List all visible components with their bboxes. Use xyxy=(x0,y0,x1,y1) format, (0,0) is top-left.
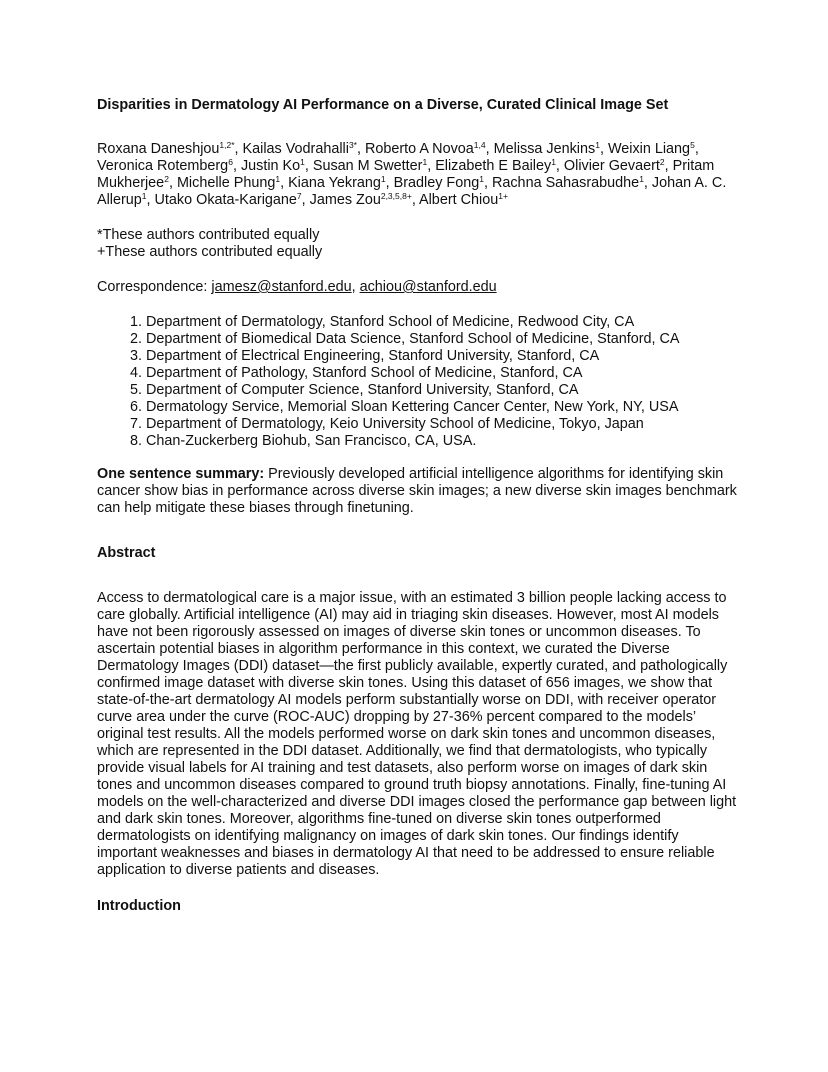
author-affiliation-marker: 1 xyxy=(595,140,600,150)
author-name: Kiana Yekrang xyxy=(288,175,381,191)
author-name: Albert Chiou xyxy=(419,192,499,208)
author-name: Utako Okata-Karigane xyxy=(154,192,297,208)
author-name: Weixin Liang xyxy=(607,141,691,157)
affiliation-item: 7. Department of Dermatology, Keio University School of Medicine, Tokyo, Japan xyxy=(146,416,737,433)
author-name: Justin Ko xyxy=(240,158,301,174)
correspondence-label: Correspondence: xyxy=(97,279,212,295)
email-separator: , xyxy=(351,279,360,295)
introduction-heading: Introduction xyxy=(97,898,181,914)
author-name: Pritam Mukherjee xyxy=(97,158,715,191)
affiliation-item: 6. Dermatology Service, Memorial Sloan Kettering Cancer Center, New York, NY, USA xyxy=(146,399,737,416)
author-separator: , xyxy=(232,158,241,174)
author-affiliation-marker: 3* xyxy=(348,140,357,150)
author-separator: , xyxy=(168,175,177,191)
author-separator: , xyxy=(427,158,436,174)
author-name: Olivier Gevaert xyxy=(563,158,660,174)
author-affiliation-marker: 1 xyxy=(300,157,305,167)
author-separator: , xyxy=(555,158,564,174)
author-separator: , xyxy=(280,175,289,191)
summary-text: Previously developed artificial intelligence algorithms for identifying skin cancer show bias in performance across diverse skin images; a new diverse skin images benchmark can help mitigate these biases through finetuning. xyxy=(97,466,737,516)
author-affiliation-marker: 2 xyxy=(659,157,665,167)
one-sentence-summary xyxy=(97,466,737,517)
author-name: Susan M Swetter xyxy=(312,158,423,174)
author-separator: , xyxy=(304,158,313,174)
author-separator: , xyxy=(599,141,608,157)
affiliation-item: 3. Department of Electrical Engineering, Stanford University, Stanford, CA xyxy=(146,348,737,365)
equal-contribution-note: *These authors contributed equally xyxy=(97,227,320,243)
summary-label: One sentence summary: xyxy=(97,466,265,482)
author-affiliation-marker: 1 xyxy=(422,157,428,167)
author-affiliation-marker: 1 xyxy=(380,174,386,184)
author-list xyxy=(97,141,737,209)
author-name: Roxana Daneshjou xyxy=(97,141,220,157)
equal-senior-note: +These authors contributed equally xyxy=(97,244,323,260)
author-separator: , xyxy=(694,141,699,157)
author-separator: , xyxy=(483,175,492,191)
author-separator: , xyxy=(643,175,652,191)
author-name: James Zou xyxy=(309,192,381,208)
author-affiliation-marker: 1+ xyxy=(498,191,508,201)
author-separator: , xyxy=(146,192,155,208)
author-separator: , xyxy=(411,192,420,208)
author-affiliation-marker: 1 xyxy=(141,191,147,201)
author-name: Michelle Phung xyxy=(176,175,276,191)
affiliation-item: 5. Department of Computer Science, Stanford University, Stanford, CA xyxy=(146,382,737,399)
affiliation-list xyxy=(97,314,737,450)
author-separator: , xyxy=(301,192,310,208)
author-separator: , xyxy=(664,158,673,174)
author-affiliation-marker: 2,3,5,8+ xyxy=(380,191,412,201)
author-affiliation-marker: 7 xyxy=(296,191,302,201)
author-name: Melissa Jenkins xyxy=(493,141,596,157)
author-notes xyxy=(97,227,737,261)
author-name: Johan A. C. Allerup xyxy=(97,175,727,208)
author-separator: , xyxy=(234,141,243,157)
author-name: Elizabeth E Bailey xyxy=(435,158,552,174)
author-affiliation-marker: 6 xyxy=(228,157,233,167)
affiliation-item: 4. Department of Pathology, Stanford School of Medicine, Stanford, CA xyxy=(146,365,737,382)
author-affiliation-marker: 2 xyxy=(164,174,169,184)
email-link-jamesz[interactable]: jamesz@stanford.edu xyxy=(211,279,352,295)
author-name: Veronica Rotemberg xyxy=(97,158,229,174)
author-affiliation-marker: 1 xyxy=(479,174,484,184)
author-name: Kailas Vodrahalli xyxy=(242,141,349,157)
author-affiliation-marker: 1,2* xyxy=(219,140,235,150)
author-name: Bradley Fong xyxy=(393,175,480,191)
affiliation-item: 8. Chan-Zuckerberg Biohub, San Francisco, CA, USA. xyxy=(146,433,737,450)
author-affiliation-marker: 1 xyxy=(551,157,556,167)
author-affiliation-marker: 1,4 xyxy=(473,140,486,150)
paper-page xyxy=(97,97,737,915)
author-affiliation-marker: 1 xyxy=(639,174,644,184)
author-separator: , xyxy=(385,175,394,191)
author-name: Rachna Sahasrabudhe xyxy=(491,175,640,191)
abstract-body: Access to dermatological care is a major issue, with an estimated 3 billion people lacking access to care globally. Artificial intelligence (AI) may aid in triaging skin diseases. However, most AI models have not been rigorously assessed on images of diverse skin tones or uncommon diseases. To ascertain potential biases in algorithm performance in this context, we curated the Diverse Dermatology Images (DDI) dataset—the first publicly available, expertly curated, and pathologically confirmed image dataset with diverse skin tones. Using this dataset of 656 images, we show that state-of-the-art dermatology AI models perform substantially worse on DDI, with receiver operator curve area under the curve (ROC-AUC) dropping by 27-36% percent compared to the models’ original test results. All the models performed worse on dark skin tones and uncommon diseases, which are represented in the DDI dataset. Additionally, we find that dermatologists, who typically provide visual labels for AI training and test datasets, also perform worse on images of dark skin tones and uncommon diseases compared to ground truth biopsy annotations. Finally, fine-tuning AI models on the well-characterized and diverse DDI images closed the performance gap between light and dark skin tones. Moreover, algorithms fine-tuned on diverse skin tones outperformed dermatologists on identifying malignancy on images of dark skin tones. Our findings identify important weaknesses and biases in dermatology AI that need to be addressed to ensure reliable application to diverse patients and diseases. xyxy=(97,590,737,878)
email-link-achiou[interactable]: achiou@stanford.edu xyxy=(359,279,497,295)
author-affiliation-marker: 1 xyxy=(275,174,281,184)
affiliation-item: 2. Department of Biomedical Data Science, Stanford School of Medicine, Stanford, CA xyxy=(146,331,737,348)
affiliation-item: 1. Department of Dermatology, Stanford School of Medicine, Redwood City, CA xyxy=(146,314,737,331)
author-name: Roberto A Novoa xyxy=(364,141,474,157)
author-affiliation-marker: 5 xyxy=(690,140,695,150)
author-separator: , xyxy=(356,141,365,157)
paper-title: Disparities in Dermatology AI Performance on a Diverse, Curated Clinical Image Set xyxy=(97,97,669,113)
abstract-heading: Abstract xyxy=(97,545,156,561)
author-separator: , xyxy=(485,141,494,157)
correspondence xyxy=(97,279,737,296)
